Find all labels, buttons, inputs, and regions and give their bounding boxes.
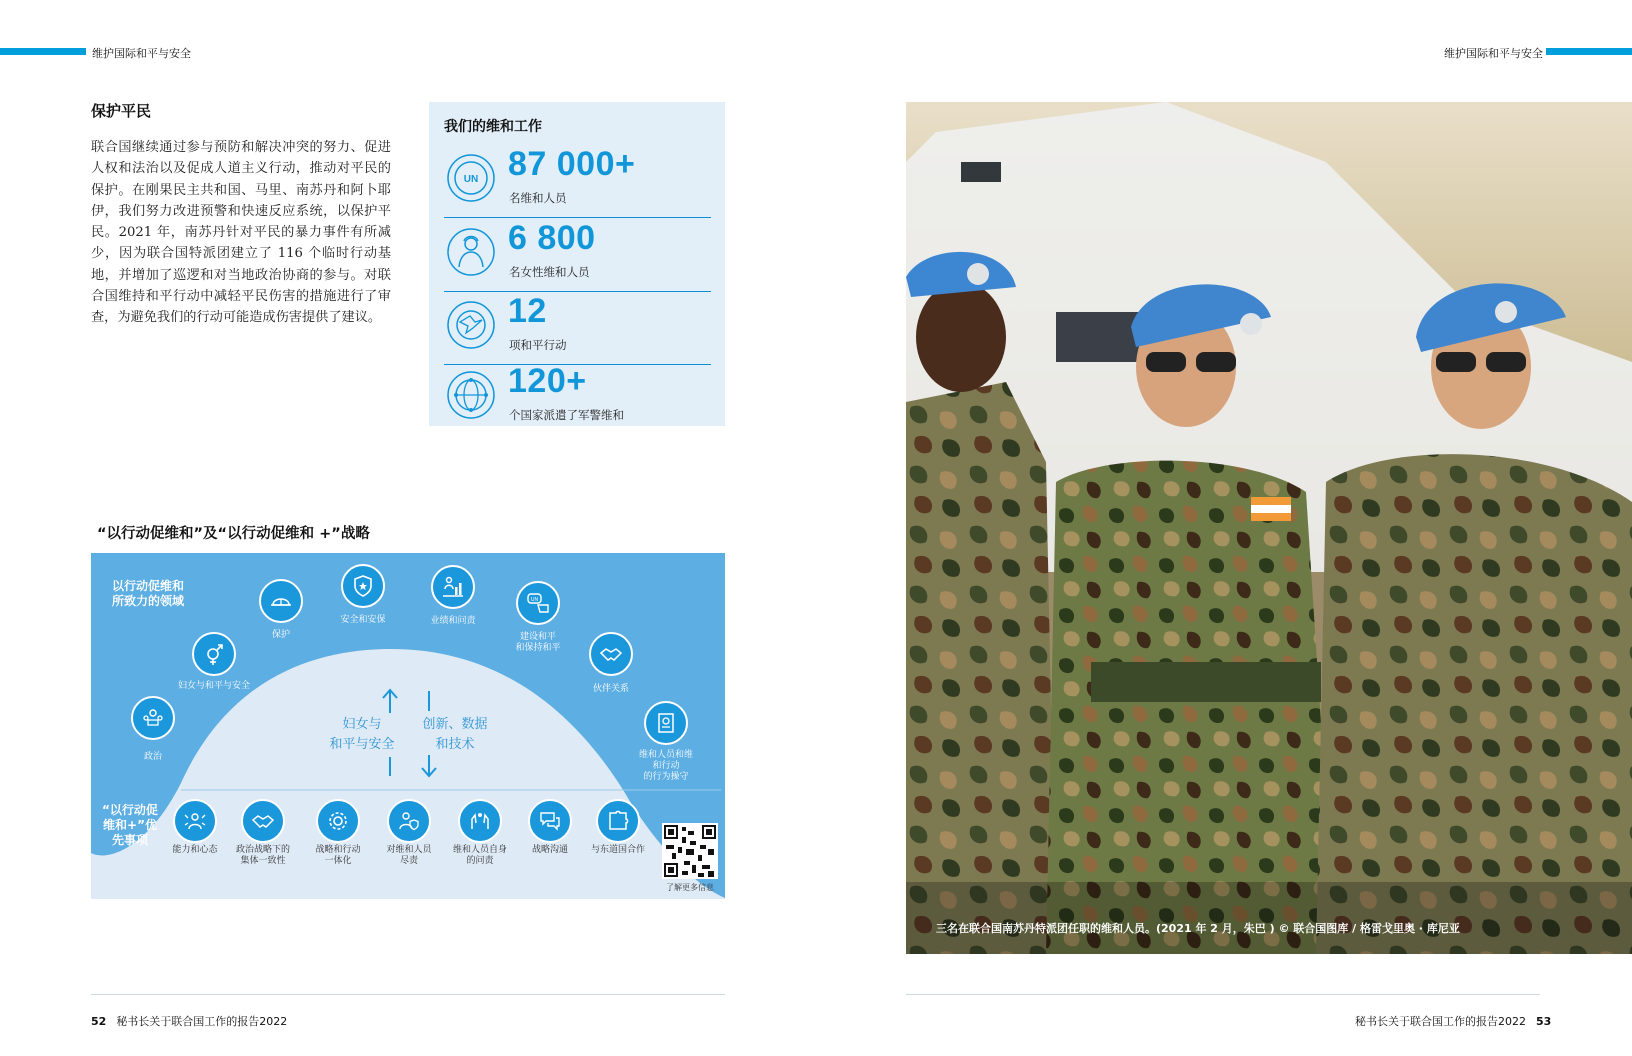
strategy-diagram xyxy=(91,553,725,899)
area-label: 安全和安保 xyxy=(340,615,386,625)
priority-label: 与东道国合作 xyxy=(590,845,646,855)
stat-label: 项和平行动 xyxy=(509,338,567,352)
photo-caption: 三名在联合国南苏丹特派团任职的维和人员。(2021 年 2 月，朱巴 ) © 联合国图库 / 格雷戈里奥 · 库尼亚 xyxy=(936,922,1460,935)
handshake-icon xyxy=(589,632,633,676)
gender-symbol-icon xyxy=(192,632,236,676)
peacekeepers-photo xyxy=(906,102,1632,954)
un-speech-icon xyxy=(516,581,560,625)
handshake-icon xyxy=(241,799,285,843)
gear-integration-icon xyxy=(316,799,360,843)
code-book-icon xyxy=(644,701,688,745)
capability-icon xyxy=(173,799,217,843)
stat-row xyxy=(444,292,711,365)
stat-row xyxy=(444,219,711,292)
photo-illustration xyxy=(906,102,1632,954)
report-title-right: 秘书长关于联合国工作的报告2022 xyxy=(1355,1015,1526,1028)
priority-label: 维和人员自身 的问责 xyxy=(452,845,508,866)
areas-label: 以行动促维和 所致力的领域 xyxy=(112,579,185,608)
header-bar-left xyxy=(0,48,86,55)
priority-label: 政治战略下的 集体一致性 xyxy=(235,845,291,866)
area-label: 保护 xyxy=(271,630,291,640)
footer-rule-left xyxy=(91,994,725,995)
body-paragraph: 联合国继续通过参与预防和解决冲突的努力、促进人权和法治以及促成人道主义行动，推动对平民的保护。在刚果民主共和国、马里、南苏丹和阿卜耶伊，我们努力改进预警和快速反应系统，以保护平民。2021 年，南苏丹针对平民的暴力事件有所减少，因为联合国特派团建立了 116 个临时行动基地，并增加了巡逻和对当地政治协商的参与。对联合国维持和平行动中减轻平民伤害的措施进行了审查，为避免我们的行动可能造成伤害提供了建议。 xyxy=(91,140,391,326)
qr-code[interactable] xyxy=(662,823,718,879)
shield-star-icon xyxy=(341,564,385,608)
priority-label: 能力和心态 xyxy=(172,845,218,855)
priorities-label: “以行动促 维和+”优 先事项 xyxy=(102,803,158,847)
page-number-right: 53 xyxy=(1536,1015,1552,1028)
stat-value: 120+ xyxy=(508,362,587,400)
footer-right xyxy=(1355,1013,1551,1029)
diagram-title: “以行动促维和”及“以行动促维和 +”战略 xyxy=(97,526,370,542)
priority-label: 战略沟通 xyxy=(531,845,569,855)
globe-network-icon xyxy=(446,370,496,420)
stat-label: 名维和人员 xyxy=(509,191,567,205)
un-badge-icon xyxy=(446,153,496,203)
svg-text:UN: UN xyxy=(530,597,539,603)
area-label: 业绩和问责 xyxy=(430,616,476,626)
header-bar-right xyxy=(1546,48,1632,55)
priority-label: 对维和人员 尽责 xyxy=(386,845,432,866)
area-label: 政治 xyxy=(143,752,163,762)
female-peacekeeper-icon xyxy=(446,227,496,277)
area-label: 建设和平 和保持和平 xyxy=(515,632,561,653)
priority-label: 战略和行动 一体化 xyxy=(315,845,361,866)
stat-value: 6 800 xyxy=(508,219,596,257)
stats-title: 我们的维和工作 xyxy=(444,119,542,135)
center-left-text: 妇女与 和平与安全 xyxy=(329,717,395,752)
footer-rule-right xyxy=(906,994,1540,995)
area-label: 维和人员和维和行动 的行为操守 xyxy=(638,750,693,782)
stat-value: 12 xyxy=(508,292,547,330)
performance-chart-icon xyxy=(431,565,475,609)
puzzle-icon xyxy=(596,799,640,843)
qr-label: 了解更多信息 xyxy=(666,883,714,892)
stats-panel xyxy=(429,102,725,426)
hands-accountability-icon xyxy=(458,799,502,843)
section-heading: 保护平民 xyxy=(91,102,152,120)
dove-globe-icon xyxy=(446,300,496,350)
stat-label: 个国家派遣了军警维和 xyxy=(509,408,624,422)
section-label-left: 维护国际和平与安全 xyxy=(92,47,191,60)
stat-label: 名女性维和人员 xyxy=(509,265,590,279)
area-label: 伙伴关系 xyxy=(592,684,630,694)
report-title-left: 秘书长关于联合国工作的报告2022 xyxy=(116,1015,288,1028)
helmet-icon xyxy=(259,579,303,623)
area-label: 妇女与和平与安全 xyxy=(177,681,251,691)
speech-bubbles-icon xyxy=(528,799,572,843)
section-label-right: 维护国际和平与安全 xyxy=(1444,47,1543,60)
stat-value: 87 000+ xyxy=(508,145,636,183)
page-number-left: 52 xyxy=(91,1015,107,1028)
stat-row xyxy=(444,145,711,218)
footer-left xyxy=(91,1013,287,1029)
stat-row xyxy=(444,362,711,434)
person-shield-icon xyxy=(387,799,431,843)
people-meeting-icon xyxy=(131,696,175,740)
svg-text:UN: UN xyxy=(463,174,479,185)
center-right-text: 创新、数据 和技术 xyxy=(422,717,488,752)
